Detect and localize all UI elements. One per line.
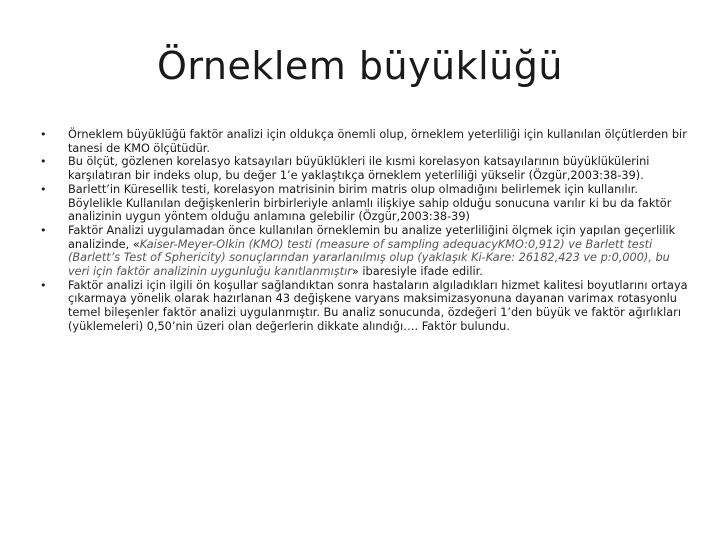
- bullet-text-italic: Kaiser-Meyer-Olkin (KMO) testi (measure of sampling adequacyKMO:0,912) ve Barlett testi (Barlett’s Test of Sphericity) sonuçlarından yararlanılmış olup (yaklaşık Ki-Kare: 26182,423 ve p:0,000), bu veri için faktör analizinin uygunluğu kanıtlanmıştır: [68, 237, 670, 279]
- bullet-item: [40, 224, 690, 279]
- bullet-text-prefix: Faktör Analizi uygulamadan önce kullanılan örneklemin bu analize yeterliliğini ölçmek için yapılan geçerlilik analizinde, «: [68, 223, 676, 251]
- bullet-item: [40, 279, 690, 334]
- bullet-icon: •: [40, 278, 47, 292]
- bullet-icon: •: [40, 128, 47, 141]
- bullet-item: [40, 128, 690, 155]
- bullet-icon: •: [40, 155, 47, 169]
- bullet-text: Barlett’in Küresellik testi, korelasyon matrisinin birim matris olup olmadığını belirlemek için kullanılır. Böylelikle Kullanılan değişkenlerin birbirleriyle anlamlı ilişkiye sahip olduğu sonucuna varılır ki bu da faktör analizinin uygun yöntem olduğu anlamına gelebilir (Özgür,2003:38-39): [68, 182, 672, 224]
- slide-title: Örneklem büyüklüğü: [157, 44, 563, 88]
- bullet-text-suffix: » ibaresiyle ifade edilir.: [351, 265, 483, 279]
- bullet-item: [40, 183, 690, 224]
- bullet-icon: •: [40, 223, 47, 237]
- bullet-item: [40, 155, 690, 182]
- bullet-text: Bu ölçüt, gözlenen korelasyo katsayıları büyüklükleri ile kısmi korelasyon katsayılarının büyüklükülerini karşılatıran bir indeks olup, bu değer 1’e yaklaştıkça örneklem yeterliliği yükselir (Özgür,2003:38-39).: [68, 155, 650, 183]
- bullet-list: [40, 128, 690, 334]
- bullet-text: Faktör analizi için ilgili ön koşullar sağlandıktan sonra hastaların algıladıkları hizmet kalitesi boyutlarını ortaya çıkarmaya yönelik olarak hazırlanan 43 değişkene varyans maksimizasyonuna dayanan varimax rotasyonlu temel bileşenler faktör analizi uygulanmıştır. Bu analiz sonucunda, özdeğeri 1’den büyük ve faktör ağırlıkları (yüklemeleri) 0,50’nin üzeri olan değerlerin dikkate alındığı…. Faktör bulundu.: [68, 278, 688, 333]
- bullet-text: Örneklem büyüklüğü faktör analizi için oldukça önemli olup, örneklem yeterliliği için kullanılan ölçütlerden bir tanesi de KMO ölçütüdür.: [68, 128, 687, 155]
- bullet-icon: •: [40, 182, 47, 196]
